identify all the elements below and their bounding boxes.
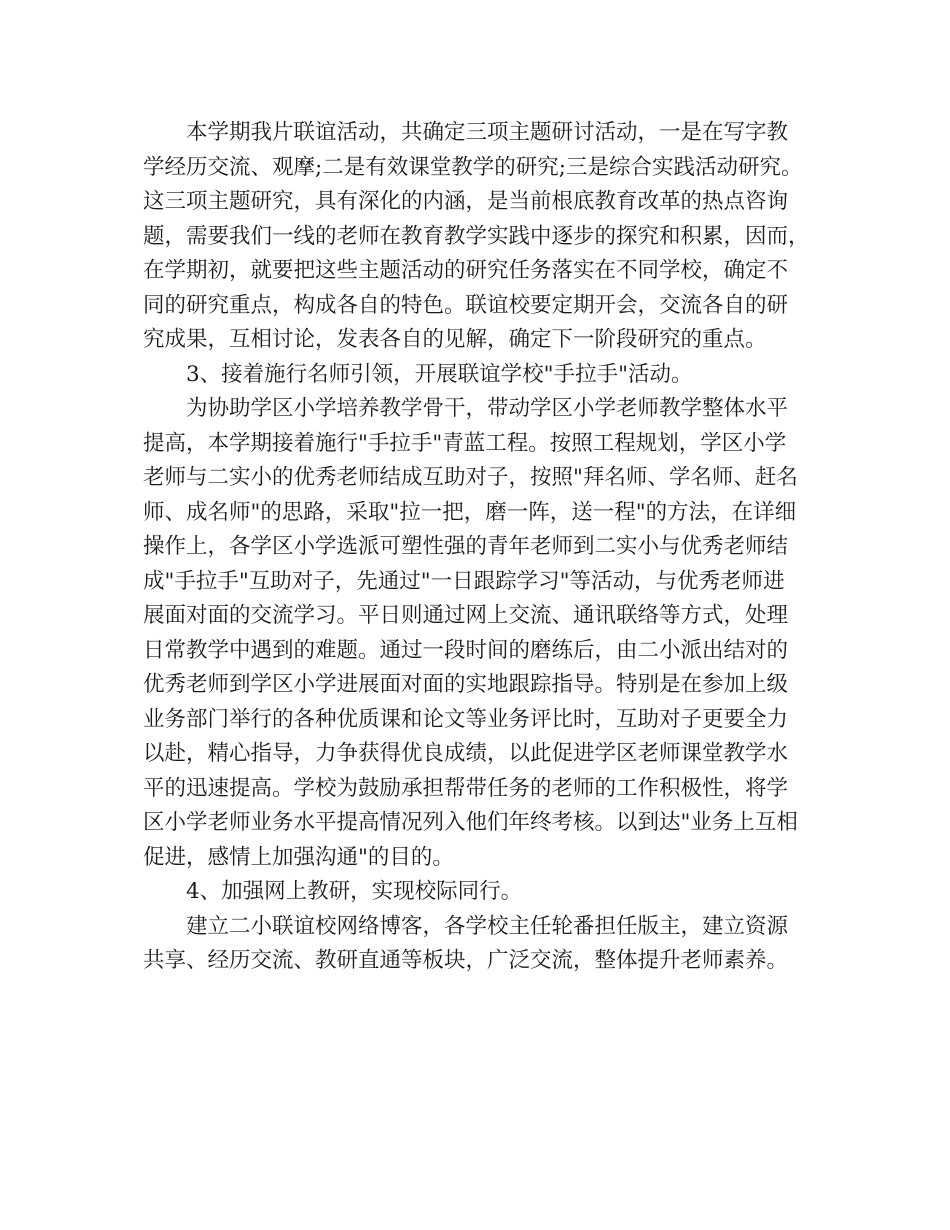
section-heading: 3、接着施行名师引领，开展联谊学校"手拉手"活动。 bbox=[186, 361, 693, 387]
paragraph-line: 在学期初，就要把这些主题活动的研究任务落实在不同学校，确定不 bbox=[143, 258, 789, 283]
paragraph-line: 师、成名师"的思路，采取"拉一把，磨一阵，送一程"的方法，在详细 bbox=[143, 499, 797, 525]
paragraph-line: 为协助学区小学培养教学骨干，带动学区小学老师教学整体水平 bbox=[186, 396, 789, 421]
paragraph-line: 建立二小联谊校网络博客，各学校主任轮番担任版主，建立资源 bbox=[186, 913, 789, 939]
paragraph-line: 区小学老师业务水平提高情况列入他们年终考核。以到达"业务上互相 bbox=[143, 810, 798, 835]
paragraph-line: 平的迅速提高。学校为鼓励承担帮带任务的老师的工作积极性，将学 bbox=[143, 775, 789, 801]
paragraph-line: 题，需要我们一线的老师在教育教学实践中逐步的探究和积累，因而， bbox=[143, 223, 810, 249]
paragraph-line: 日常教学中遇到的难题。通过一段时间的磨练后，由二小派出结对的 bbox=[143, 637, 789, 663]
paragraph-line: 以赴，精心指导，力争获得优良成绩，以此促进学区老师课堂教学水 bbox=[143, 741, 789, 766]
paragraph-line: 操作上，各学区小学选派可塑性强的青年老师到二实小与优秀老师结 bbox=[143, 534, 789, 559]
paragraph-line: 究成果，互相讨论，发表各自的见解，确定下一阶段研究的重点。 bbox=[143, 327, 767, 352]
paragraph-line: 学经历交流、观摩;二是有效课堂教学的研究;三是综合实践活动研究。 bbox=[143, 154, 803, 180]
paragraph-line: 共享、经历交流、教研直通等板块，广泛交流，整体提升老师素养。 bbox=[143, 948, 789, 973]
paragraph-line: 本学期我片联谊活动，共确定三项主题研讨活动，一是在写字教 bbox=[186, 120, 789, 145]
paragraph-line: 展面对面的交流学习。平日则通过网上交流、通讯联络等方式，处理 bbox=[143, 603, 789, 628]
paragraph-line: 促进，感情上加强沟通"的目的。 bbox=[143, 844, 454, 870]
paragraph-line: 同的研究重点，构成各自的特色。联谊校要定期开会，交流各自的研 bbox=[143, 292, 789, 318]
paragraph-line: 老师与二实小的优秀老师结成互助对子，按照"拜名师、学名师、赶名 bbox=[143, 465, 798, 490]
paragraph-line: 成"手拉手"互助对子，先通过"一日跟踪学习"等活动，与优秀老师进 bbox=[143, 568, 785, 594]
paragraph-line: 提高，本学期接着施行"手拉手"青蓝工程。按照工程规划，学区小学 bbox=[143, 430, 787, 456]
document-body bbox=[143, 116, 811, 979]
paragraph-line: 这三项主题研究，具有深化的内涵，是当前根底教育改革的热点咨询 bbox=[143, 189, 789, 214]
paragraph-line: 优秀老师到学区小学进展面对面的实地跟踪指导。特别是在参加上级 bbox=[143, 672, 789, 697]
section-heading: 4、加强网上教研，实现校际同行。 bbox=[186, 879, 523, 904]
paragraph-line: 业务部门举行的各种优质课和论文等业务评比时，互助对子更要全力 bbox=[143, 706, 789, 732]
